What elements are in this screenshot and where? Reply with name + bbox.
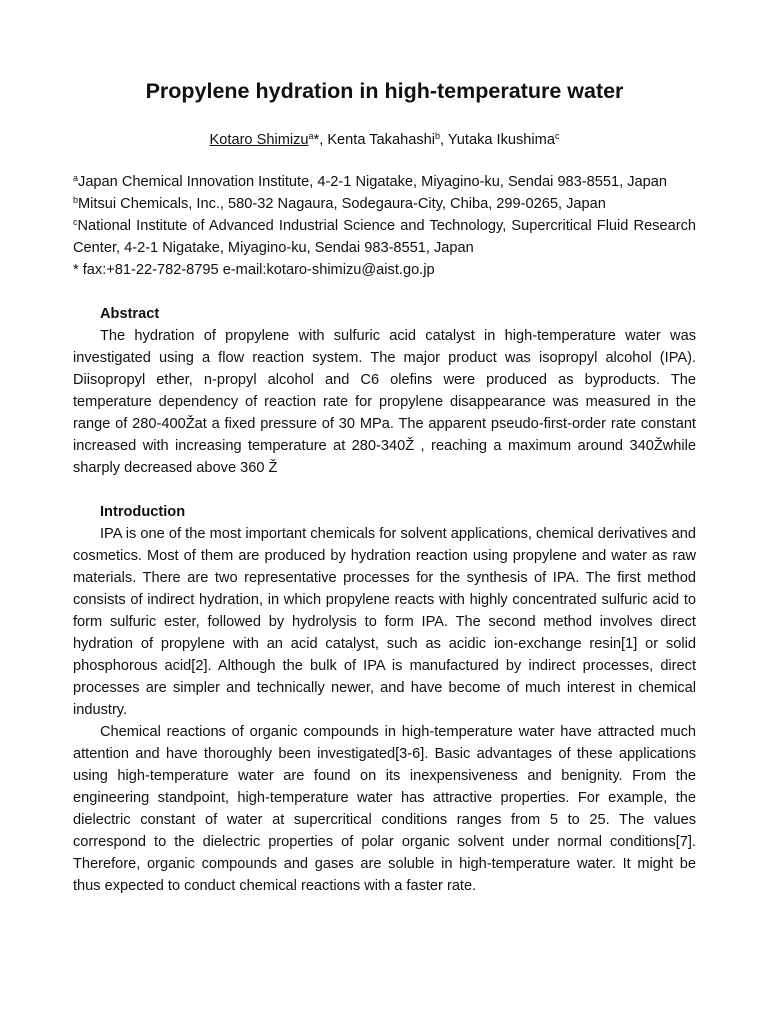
affiliation xyxy=(73,193,696,215)
author-separator: , xyxy=(440,132,448,148)
affiliation-marker: c xyxy=(554,131,560,141)
affiliation-marker: a xyxy=(308,131,314,141)
affiliation-marker: b xyxy=(434,131,440,141)
affiliation xyxy=(73,215,696,259)
affiliation-marker: a xyxy=(73,173,79,183)
affiliation-text: Mitsui Chemicals, Inc., 580-32 Nagaura, Sodegaura-City, Chiba, 299-0265, Japan xyxy=(78,196,606,212)
affiliation xyxy=(73,171,696,193)
paper-title: Propylene hydration in high-temperature water xyxy=(145,79,624,103)
author-name: Yutaka Ikushima xyxy=(447,132,555,148)
affiliation-marker: c xyxy=(73,217,78,227)
abstract-heading: Abstract xyxy=(100,306,160,322)
affiliation-text: National Institute of Advanced Industrial Science and Technology, Supercritical Fluid Research Center, 4-2-1 Nigatake, Miyagino-ku, Sendai 983-8551, Japan xyxy=(73,218,696,256)
affiliation-marker: b xyxy=(73,195,79,205)
author-separator: , xyxy=(319,132,328,148)
contact-info: * fax:+81-22-782-8795 e-mail:kotaro-shimizu@aist.go.jp xyxy=(73,262,435,278)
abstract-body: The hydration of propylene with sulfuric acid catalyst in high-temperature water was investigated using a flow reaction system. The major product was isopropyl alcohol (IPA). Diisopropyl ether, n-propyl alcohol and C6 olefins were produced as byproducts. The temperature dependency of reaction rate for propylene disappearance was measured in the range of 280-400Žat a fixed pressure of 30 MPa. The apparent pseudo-first-order rate constant increased with increasing temperature at 280-340Ž , reaching a maximum around 340Žwhile sharply decreased above 360 Ž xyxy=(73,328,696,476)
introduction-paragraph: IPA is one of the most important chemicals for solvent applications, chemical derivatives and cosmetics. Most of them are produced by hydration reaction using propylene and water as raw materials. There are two representative processes for the synthesis of IPA. The first method consists of indirect hydration, in which propylene reacts with highly concentrated sulfuric acid to form sulfuric ester, followed by hydrolysis to form IPA. The second method involves direct hydration of propylene with an acid catalyst, such as acidic ion-exchange resin[1] or solid phosphorous acid[2]. Although the bulk of IPA is manufactured by indirect processes, direct processes are simpler and technically newer, and have become of much interest in chemical industry. xyxy=(73,526,696,718)
affiliations xyxy=(73,171,696,281)
introduction-heading: Introduction xyxy=(100,504,186,520)
introduction-paragraph: Chemical reactions of organic compounds in high-temperature water have attracted much attention and have thoroughly been investigated[3-6]. Basic advantages of these applications using high-temperature water are found on its inexpensiveness and benignity. From the engineering standpoint, high-temperature water has attractive properties. For example, the dielectric constant of water at supercritical conditions ranges from 5 to 25. The values correspond to the dielectric properties of polar organic solvent under normal conditions[7]. Therefore, organic compounds and gases are soluble in high-temperature water. It might be thus expected to conduct chemical reactions with a faster rate. xyxy=(73,724,696,894)
author-line xyxy=(73,129,696,151)
corresponding-mark: * xyxy=(313,132,320,148)
affiliation-text: Japan Chemical Innovation Institute, 4-2-1 Nigatake, Miyagino-ku, Sendai 983-8551, Japan xyxy=(78,174,667,190)
presenting-author: Kotaro Shimizu xyxy=(209,132,309,148)
author-name: Kenta Takahashi xyxy=(327,132,435,148)
